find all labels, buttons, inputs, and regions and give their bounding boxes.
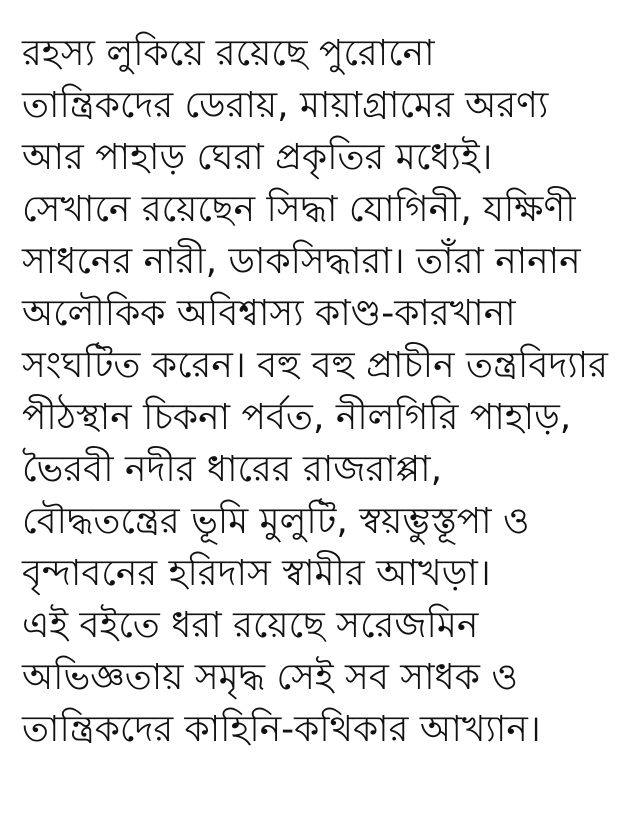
text-line-5: সাধনের নারী, ডাকসিদ্ধারা। তাঁরা নানান [22,241,581,282]
blurb-text [22,28,614,756]
text-line-1: রহস্য লুকিয়ে রয়েছে পুরোনো [22,33,435,74]
text-line-13: অভিজ্ঞতায় সমৃদ্ধ সেই সব সাধক ও [22,657,518,698]
text-line-14: তান্ত্রিকদের কাহিনি-কথিকার আখ্যান। [22,709,541,750]
text-line-11: বৃন্দাবনের হরিদাস স্বামীর আখড়া। [22,553,491,594]
text-line-12: এই বইতে ধরা রয়েছে সরেজমিন [22,605,479,646]
text-line-2: তান্ত্রিকদের ডেরায়, মায়াগ্রামের অরণ্য [22,85,549,126]
text-line-6: অলৌকিক অবিশ্বাস্য কাণ্ড-কারখানা [22,293,516,334]
text-line-9: ভৈরবী নদীর ধারের রাজরাপ্পা, [22,449,443,490]
text-line-8: পীঠস্থান চিকনা পর্বত, নীলগিরি পাহাড়, [22,397,572,438]
text-line-7: সংঘটিত করেন। বহু বহু প্রাচীন তন্ত্রবিদ্যার [22,345,608,386]
text-line-3: আর পাহাড় ঘেরা প্রকৃতির মধ্যেই। [22,137,493,178]
text-line-10: বৌদ্ধতন্ত্রের ভূমি মুলুটি, স্বয়ম্ভুস্তূপা ও [22,501,530,542]
text-line-4: সেখানে রয়েছেন সিদ্ধা যোগিনী, যক্ষিণী [22,189,576,230]
